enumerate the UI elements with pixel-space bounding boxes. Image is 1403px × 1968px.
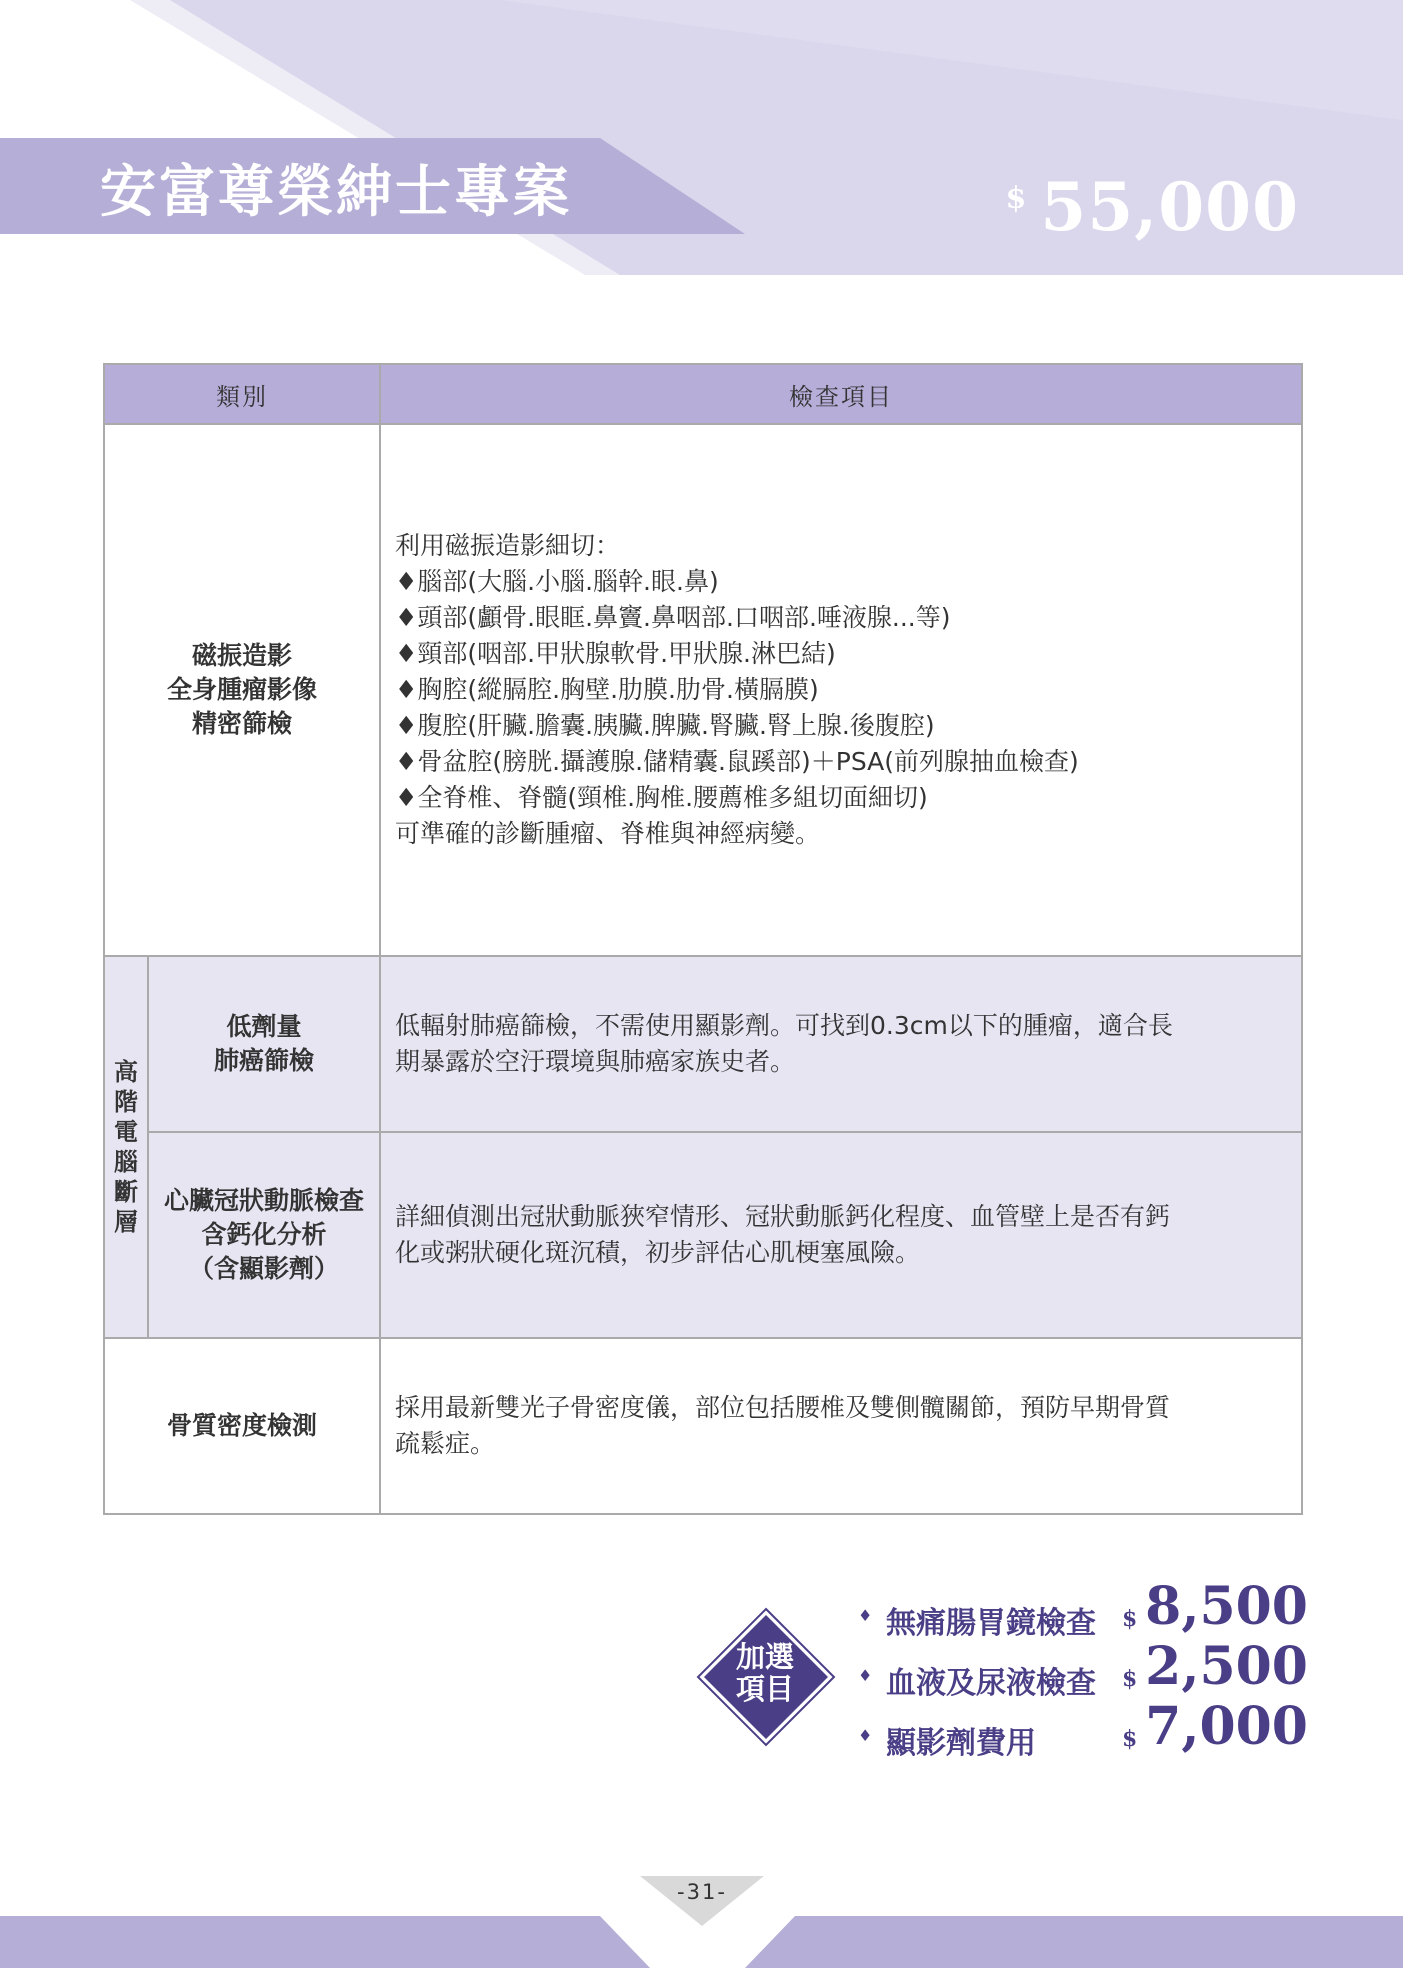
category-line: 精密篩檢: [191, 709, 292, 738]
item-line: 疏鬆症。: [395, 1429, 496, 1458]
category-mri: [104, 424, 380, 956]
exam-table: [103, 363, 1303, 1515]
items-heart: [380, 1132, 1302, 1338]
diamond-icon: ♦: [858, 1726, 873, 1745]
table-row-heart: [104, 1132, 1302, 1338]
category-line: 骨質密度檢測: [166, 1411, 317, 1440]
addon-item: [858, 1696, 1308, 1761]
addon-name: 無痛腸胃鏡檢查: [886, 1606, 1096, 1641]
group-label-ct: 高 階 電 腦 斷 層: [104, 956, 148, 1338]
addon-currency: $: [1122, 1666, 1138, 1692]
plan-price: [1006, 168, 1299, 246]
addon-item: [858, 1636, 1308, 1701]
category-line: 肺癌篩檢: [213, 1046, 314, 1075]
addon-name: 顯影劑費用: [886, 1726, 1036, 1761]
category-line: 磁振造影: [191, 641, 292, 670]
table-header-row: [104, 364, 1302, 424]
category-lung: [148, 956, 380, 1132]
item-line: 低輻射肺癌篩檢，不需使用顯影劑。可找到0.3cm以下的腫瘤，適合長: [395, 1011, 1173, 1040]
item-line: 化或粥狀硬化斑沉積，初步評估心肌梗塞風險。: [395, 1238, 921, 1267]
addon-badge-label: 加選 項目: [735, 1640, 794, 1706]
category-line: 心臟冠狀動脈檢查: [163, 1186, 364, 1215]
table-row-lung: [104, 956, 1302, 1132]
item-line: ♦腹腔(肝臟.膽囊.胰臟.脾臟.腎臟.腎上腺.後腹腔): [395, 711, 935, 740]
addon-price: 2,500: [1145, 1636, 1308, 1697]
item-line: ♦腦部(大腦.小腦.腦幹.眼.鼻): [395, 567, 719, 596]
diamond-icon: ♦: [858, 1666, 873, 1685]
plan-price-amount: 55,000: [1040, 168, 1299, 246]
item-line: ♦胸腔(縱膈腔.胸壁.肋膜.肋骨.橫膈膜): [395, 675, 819, 704]
items-bone: [380, 1338, 1302, 1514]
addon-price: 8,500: [1145, 1576, 1308, 1637]
addon-price: 7,000: [1145, 1696, 1308, 1757]
category-line: 全身腫瘤影像: [166, 675, 317, 704]
header-category: 類別: [104, 364, 380, 424]
category-line: 低劑量: [226, 1012, 302, 1041]
item-line: ♦骨盆腔(膀胱.攝護腺.儲精囊.鼠蹊部)＋PSA(前列腺抽血檢查): [395, 747, 1079, 776]
item-line: 期暴露於空汙環境與肺癌家族史者。: [395, 1047, 796, 1076]
diamond-icon: ♦: [858, 1606, 873, 1625]
items-lung: [380, 956, 1302, 1132]
plan-price-currency: $: [1005, 181, 1027, 216]
table-row-bone: [104, 1338, 1302, 1514]
addon-currency: $: [1122, 1726, 1138, 1752]
items-mri: [380, 424, 1302, 956]
addon-item: [858, 1576, 1308, 1641]
category-bone: [104, 1338, 380, 1514]
item-line: ♦全脊椎、脊髓(頸椎.胸椎.腰薦椎多組切面細切): [395, 783, 928, 812]
item-line: 利用磁振造影細切：: [395, 531, 621, 560]
category-line: 含鈣化分析: [201, 1220, 327, 1249]
page-title: 安富尊榮紳士專案: [100, 159, 572, 225]
addon-currency: $: [1122, 1606, 1138, 1632]
header-items: 檢查項目: [380, 364, 1302, 424]
category-line: （含顯影劑）: [188, 1254, 339, 1283]
page-number: -31-: [677, 1880, 727, 1904]
table-row-mri: [104, 424, 1302, 956]
category-heart: [148, 1132, 380, 1338]
item-line: 採用最新雙光子骨密度儀，部位包括腰椎及雙側髖關節，預防早期骨質: [395, 1393, 1171, 1422]
addon-name: 血液及尿液檢查: [886, 1666, 1096, 1701]
item-line: ♦頭部(顱骨.眼眶.鼻竇.鼻咽部.口咽部.唾液腺...等): [395, 603, 951, 632]
item-line: 可準確的診斷腫瘤、脊椎與神經病變。: [395, 819, 821, 848]
item-line: ♦頸部(咽部.甲狀腺軟骨.甲狀腺.淋巴結): [395, 639, 836, 668]
item-line: 詳細偵測出冠狀動脈狹窄情形、冠狀動脈鈣化程度、血管壁上是否有鈣: [395, 1202, 1171, 1231]
